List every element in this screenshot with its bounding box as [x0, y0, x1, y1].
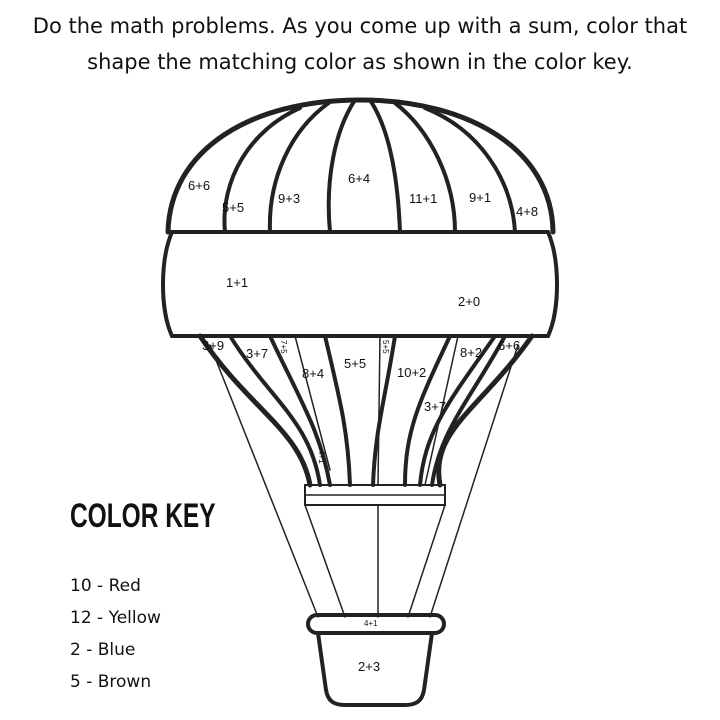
section-label: 7+5: [279, 340, 288, 354]
instruction-line-1: Do the math problems. As you come up with a sum, color that: [32, 14, 688, 38]
color-key-item: 10 - Red: [70, 576, 141, 596]
section-label: 6+6: [188, 178, 211, 193]
balloon-band: [163, 232, 557, 336]
basket-rim-label: 4+1: [364, 619, 378, 628]
section-label: 5+5: [381, 340, 390, 354]
color-key-item: 2 - Blue: [70, 640, 136, 660]
section-label: 8+4: [302, 366, 325, 381]
color-key-list: [70, 570, 161, 698]
color-key-title: COLOR KEY: [70, 497, 216, 535]
section-label: 4+8: [516, 204, 539, 219]
color-key-item: 12 - Yellow: [70, 608, 161, 628]
section-label: 11+1: [409, 191, 438, 206]
basket-label: 2+3: [358, 659, 381, 674]
section-label: 2+0: [458, 294, 481, 309]
section-label: 10+2: [397, 365, 427, 380]
section-label: 5+5: [344, 356, 367, 371]
section-label: 4+1: [317, 450, 326, 464]
section-label: 1+1: [226, 275, 249, 290]
color-key-item: 5 - Brown: [70, 672, 152, 692]
section-label: 6+6: [498, 338, 521, 353]
section-label: 5+5: [222, 200, 245, 215]
section-label: 3+9: [202, 338, 225, 353]
section-label: 8+2: [460, 345, 483, 360]
section-label: 9+3: [278, 191, 301, 206]
section-label: 9+1: [469, 190, 492, 205]
instruction-line-2: shape the matching color as shown in the color key.: [87, 50, 633, 74]
section-label: 3+7: [424, 399, 447, 414]
section-label: 6+4: [348, 171, 371, 186]
section-label: 3+7: [246, 346, 269, 361]
